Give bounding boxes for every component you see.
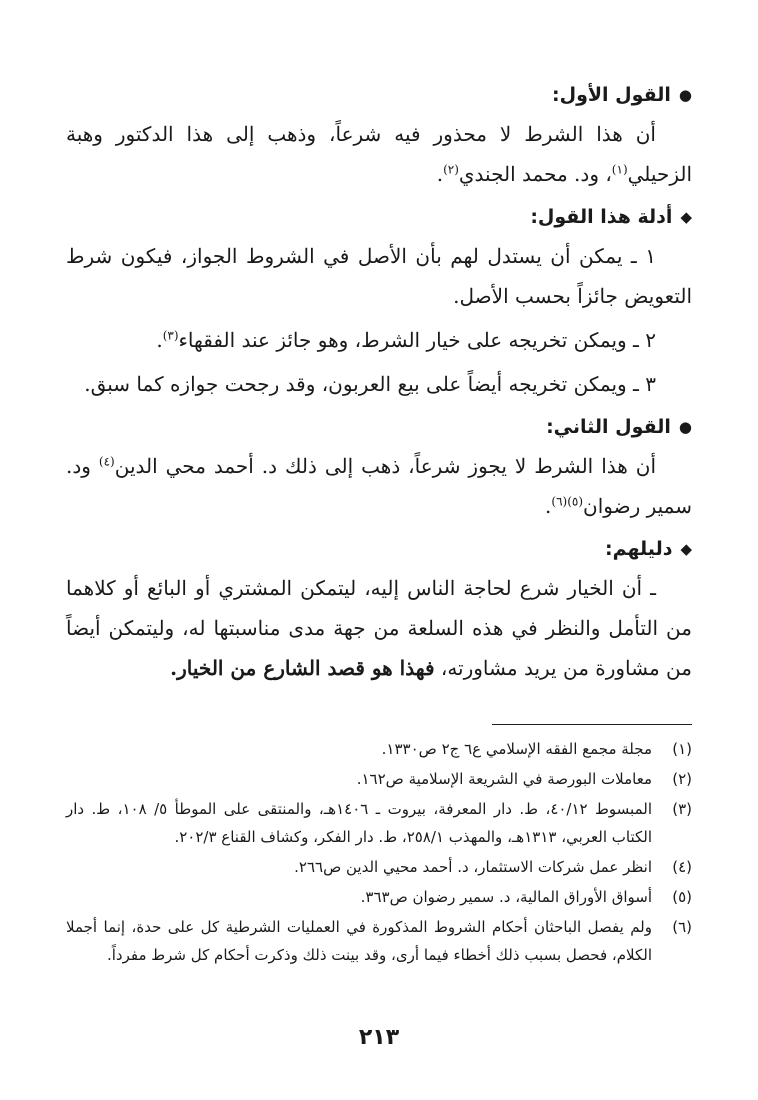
section-heading-evidence-second <box>66 534 692 564</box>
footnote-ref: (١) <box>611 162 628 177</box>
footnote-item: (٢) معاملات البورصة في الشريعة الإسلامية ص١٦٢. <box>356 770 692 788</box>
section-heading-first-opinion <box>66 80 692 110</box>
heading-text: أدلة هذا القول: <box>530 206 673 228</box>
footnote-item: (٣) المبسوط ٤٠/١٢، ط. دار المعرفة، بيروت ـ ١٤٠٦هـ، والمنتقى على الموطأ ٥/ ١٠٨، ط. دار الكتاب العربي، ١٣١٣هـ، والمهذب ٢٥٨/١، ط. دار الفكر، وكشاف القناع ٢٠٢/٣. <box>66 800 692 846</box>
footnote-item: (٥) أسواق الأوراق المالية، د. سمير رضوان ص٣٦٣. <box>360 888 692 906</box>
footnote-ref: (٤) <box>98 454 115 469</box>
footnote-item: (٤) انظر عمل شركات الاستثمار، د. أحمد محيي الدين ص٢٦٦. <box>294 858 692 876</box>
second-opinion-paragraph: أن هذا الشرط لا يجوز شرعاً، ذهب إلى ذلك د. أحمد محي الدين$^{(٤)}$ ود. سمير رضوان$^{(٥)(٦)}$. <box>66 454 692 518</box>
heading-text: دليلهم: <box>605 538 673 560</box>
footnote-ref: (٥)(٦) <box>551 494 584 509</box>
evidence-item-2: ٢ ـ ويمكن تخريجه على خيار الشرط، وهو جائز عند الفقهاء$^{(٣)}$. <box>156 328 656 352</box>
evidence-item-1: ١ ـ يمكن أن يستدل لهم بأن الأصل في الشروط الجواز، فيكون شرط التعويض جائزاً بحسب الأصل. <box>66 244 692 308</box>
section-heading-second-opinion <box>66 412 692 442</box>
footnote-ref: (٢) <box>443 162 459 177</box>
circle-bullet-icon: ● <box>678 418 692 436</box>
page-number: ٢١٣ <box>358 1025 400 1050</box>
footnote-item: (٦) ولم يفصل الباحثان أحكام الشروط المذكورة في العمليات الشرطية كل على حدة، إنما أجملا الكلام، فحصل بسبب ذلك أخطاء فيما أرى، وقد بينت ذلك وذكرت أحكام كل شرط مفرداً. <box>66 918 692 964</box>
footnotes <box>66 735 692 969</box>
first-opinion-paragraph: أن هذا الشرط لا محذور فيه شرعاً، وذهب إلى هذا الدكتور وهبة الزحيلي$^{(١)}$، ود. محمد الجندي$^{(٢)}$. <box>66 122 692 186</box>
footnote-ref: (٣) <box>162 328 179 343</box>
evidence-second-paragraph: ـ أن الخيار شرع لحاجة الناس إليه، ليتمكن المشتري أو البائع أو كلاهما من التأمل والنظر في هذه السلعة من جهة مدى مناسبتها له، وليتمكن أيضاً من مشاورة من يريد مشاورته، فهذا هو قصد الشارع من الخيار. <box>66 576 692 680</box>
evidence-item-3: ٣ ـ ويمكن تخريجه أيضاً على بيع العربون، وقد رجحت جوازه كما سبق. <box>84 372 656 396</box>
circle-bullet-icon: ● <box>678 86 692 104</box>
footnote-item: (١) مجلة مجمع الفقه الإسلامي ع٦ ج٢ ص١٣٣٠. <box>381 740 692 758</box>
footnote-separator <box>492 724 692 725</box>
heading-text: القول الثاني: <box>546 416 671 438</box>
diamond-bullet-icon: ◆ <box>680 540 692 558</box>
section-heading-evidence-first <box>66 202 692 232</box>
heading-text: القول الأول: <box>552 84 671 106</box>
diamond-bullet-icon: ◆ <box>680 208 692 226</box>
